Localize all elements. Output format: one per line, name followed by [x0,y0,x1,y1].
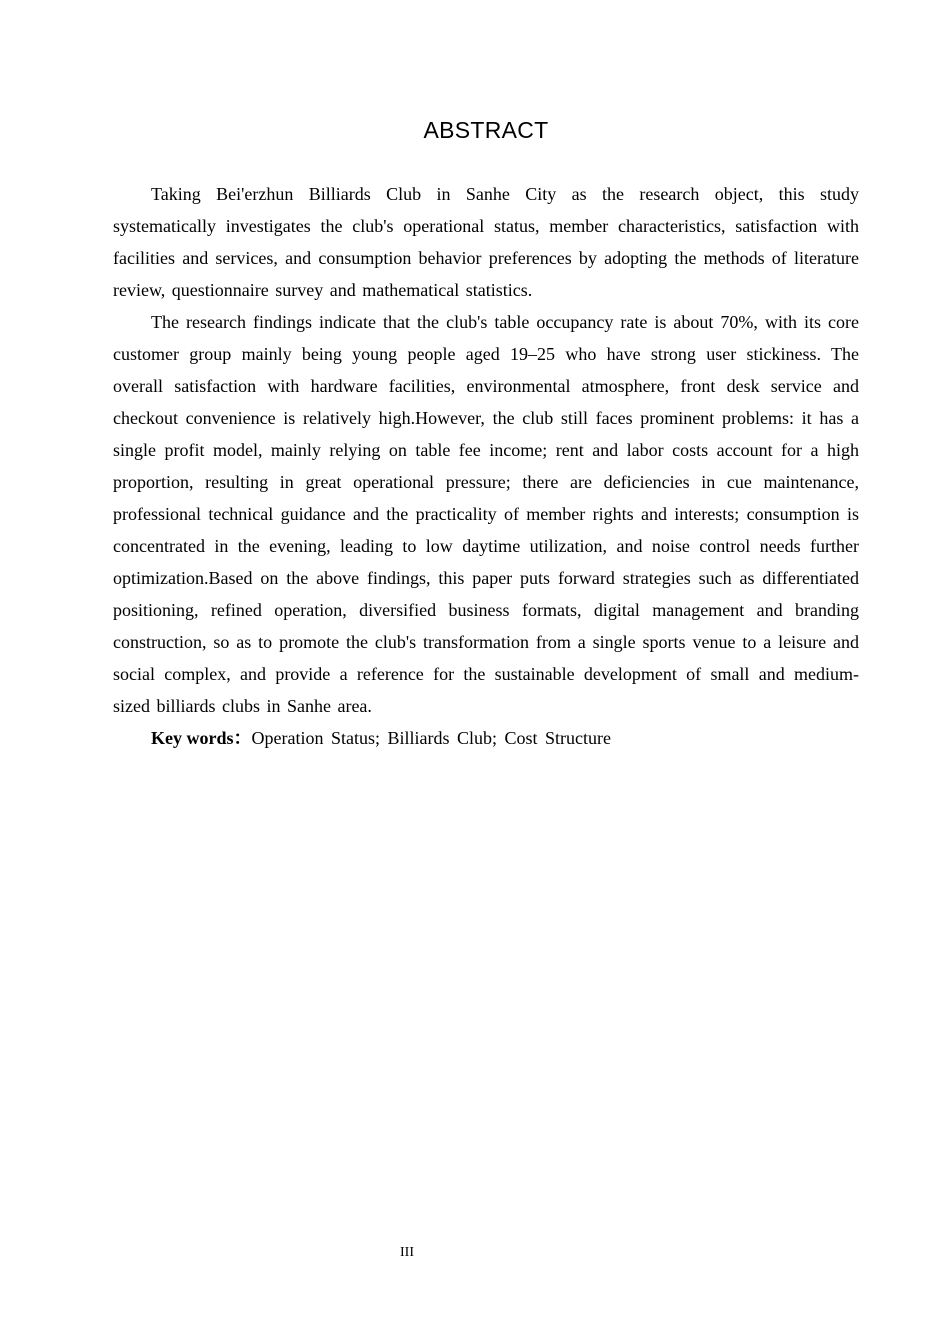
abstract-paragraph-2: The research findings indicate that the club's table occupancy rate is about 70%, with its core customer group mainly being young people aged 19–25 who have strong user stickiness. The overall satisfaction with hardware facilities, environmental atmosphere, front desk service and checkout convenience is relatively high.However, the club still faces prominent problems: it has a single profit model, mainly relying on table fee income; rent and labor costs account for a high proportion, resulting in great operational pressure; there are deficiencies in cue maintenance, professional technical guidance and the practicality of member rights and interests; consumption is concentrated in the evening, leading to low daytime utilization, and noise control needs further optimization.Based on the above findings, this paper puts forward strategies such as differentiated positioning, refined operation, diversified business formats, digital management and branding construction, so as to promote the club's transformation from a single sports venue to a leisure and social complex, and provide a reference for the sustainable development of small and medium-sized billiards clubs in Sanhe area. [113,312,859,716]
keywords-line [113,722,859,754]
abstract-title: ABSTRACT [423,117,549,143]
keywords-label: Key words： [151,728,252,748]
keywords-text: Operation Status; Billiards Club; Cost Structure [251,728,611,748]
abstract-paragraph-1: Taking Bei'erzhun Billiards Club in Sanhe City as the research object, this study systematically investigates the club's operational status, member characteristics, satisfaction with facilities and services, and consumption behavior preferences by adopting the methods of literature review, questionnaire survey and mathematical statistics. [113,184,859,300]
abstract-body [113,178,859,754]
page-number: III [400,1245,414,1260]
